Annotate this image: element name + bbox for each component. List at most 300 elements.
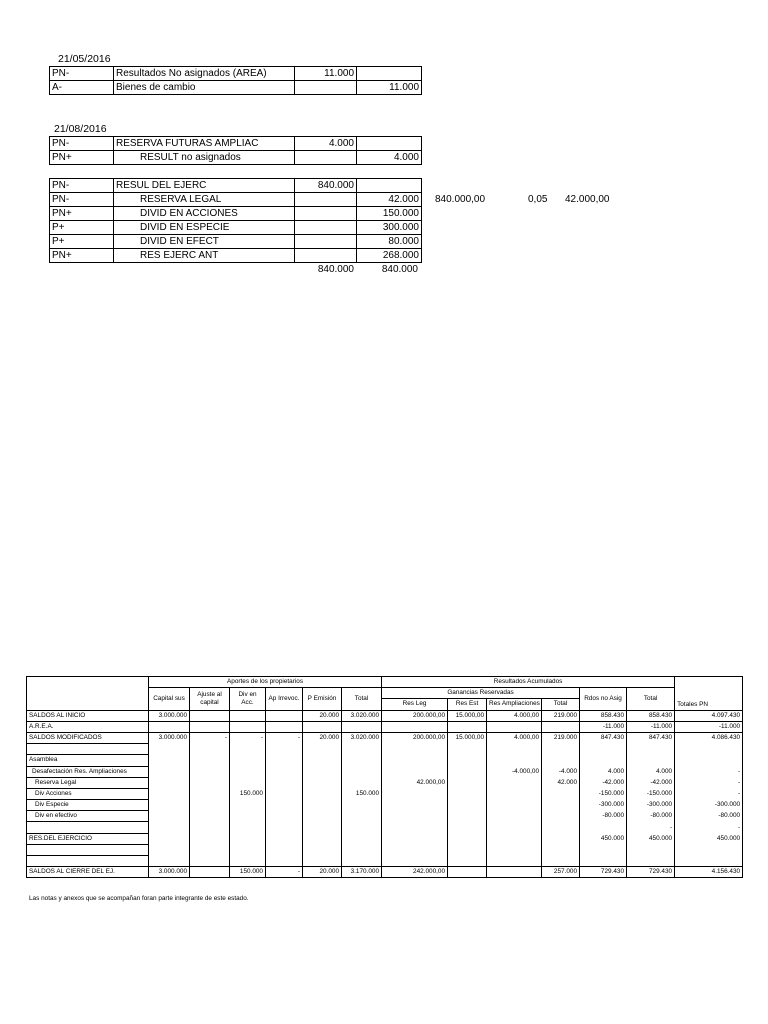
cell-totales-pn (675, 844, 743, 855)
cell-ajuste-capital (190, 856, 230, 867)
statement-row-label (27, 844, 149, 855)
cell-total-resultados: 847.430 (627, 732, 675, 743)
cell-ajuste-capital: - (190, 732, 230, 743)
entry2-row-2-type: PN+ (50, 151, 114, 165)
cell-rdos-no-asig: -42.000 (580, 777, 627, 788)
cell-capital-sus (149, 766, 190, 777)
cell-div-en-acc (230, 755, 266, 766)
cell-ap-irrevoc (266, 856, 303, 867)
cell-total-reservas: -4.000 (542, 766, 580, 777)
entry1-table (49, 66, 422, 95)
entry3-row-2-type: PN- (50, 193, 114, 207)
cell-div-en-acc (230, 710, 266, 721)
cell-totales-pn: 4.086.430 (675, 732, 743, 743)
cell-rdos-no-asig: 858.430 (580, 710, 627, 721)
cell-total-reservas (542, 800, 580, 811)
statement-row (27, 744, 743, 755)
statement-row-label (27, 744, 149, 755)
cell-capital-sus: 3.000.000 (149, 732, 190, 743)
statement-row-label: SALDOS AL CIERRE DEL EJ. (27, 867, 149, 878)
cell-res-ampliaciones (487, 777, 542, 788)
cell-rdos-no-asig: 4.000 (580, 766, 627, 777)
statement-row (27, 833, 743, 844)
cell-p-emision: 20.000 (303, 710, 342, 721)
cell-totales-pn: -11.000 (675, 721, 743, 732)
entry3-row-4-type: P+ (50, 221, 114, 235)
cell-ajuste-capital (190, 721, 230, 732)
entry1-row-1-debit: 11.000 (295, 67, 357, 81)
cell-ajuste-capital (190, 744, 230, 755)
calc-result: 42.000,00 (565, 194, 610, 205)
cell-capital-sus (149, 833, 190, 844)
equity-statement-table (26, 676, 743, 878)
cell-res-ampliaciones (487, 811, 542, 822)
cell-res-ampliaciones (487, 721, 542, 732)
cell-capital-sus (149, 788, 190, 799)
cell-capital-sus (149, 721, 190, 732)
cell-res-ampliaciones (487, 867, 542, 878)
cell-total-reservas (542, 755, 580, 766)
cell-ajuste-capital (190, 777, 230, 788)
cell-capital-sus (149, 844, 190, 855)
entry3-row-4 (50, 221, 422, 235)
cell-p-emision (303, 822, 342, 833)
entry1-row-2-account: Bienes de cambio (114, 81, 295, 95)
cell-total (342, 744, 382, 755)
calc-base: 840.000,00 (435, 194, 486, 205)
cell-p-emision (303, 766, 342, 777)
cell-res-est (448, 766, 487, 777)
cell-ajuste-capital (190, 811, 230, 822)
cell-total-resultados (627, 755, 675, 766)
statement-row-label: Div Acciones (27, 788, 149, 799)
cell-ap-irrevoc (266, 744, 303, 755)
cell-div-en-acc (230, 777, 266, 788)
cell-total (342, 800, 382, 811)
cell-p-emision (303, 788, 342, 799)
cell-res-ampliaciones (487, 844, 542, 855)
entry3-row-3-account: DIVID EN ACCIONES (114, 207, 295, 221)
cell-res-leg: 42.000,00 (382, 777, 448, 788)
cell-res-est (448, 822, 487, 833)
cell-total-resultados (627, 856, 675, 867)
cell-rdos-no-asig: 729.430 (580, 867, 627, 878)
statement-row-label: RES.DEL EJERCICIO (27, 833, 149, 844)
cell-res-leg (382, 766, 448, 777)
cell-totales-pn: -80.000 (675, 811, 743, 822)
cell-ap-irrevoc (266, 766, 303, 777)
entry3-row-3-type: PN+ (50, 207, 114, 221)
cell-ajuste-capital (190, 844, 230, 855)
cell-rdos-no-asig (580, 844, 627, 855)
cell-totales-pn (675, 744, 743, 755)
entry2-row-1 (50, 137, 422, 151)
header-total-3: Total (627, 688, 675, 710)
cell-res-ampliaciones (487, 744, 542, 755)
cell-ajuste-capital (190, 867, 230, 878)
statement-note: Las notas y anexos que se acompañan foran parte integrante de este estado. (29, 895, 249, 902)
statement-row (27, 788, 743, 799)
entry1-row-2-type: A- (50, 81, 114, 95)
header-ap-irrevoc: Ap Irrevoc. (266, 688, 303, 710)
cell-res-est (448, 721, 487, 732)
cell-totales-pn: 4.097.430 (675, 710, 743, 721)
cell-res-leg: 200.000,00 (382, 732, 448, 743)
cell-div-en-acc (230, 721, 266, 732)
statement-row (27, 800, 743, 811)
cell-res-leg (382, 844, 448, 855)
header-totales-pn: Totales PN (675, 699, 743, 710)
cell-total-reservas (542, 833, 580, 844)
entry3-row-1-debit: 840.000 (295, 179, 357, 193)
entry2-table (49, 136, 422, 165)
header-res-leg: Res Leg (382, 699, 448, 710)
cell-total (342, 833, 382, 844)
cell-ajuste-capital (190, 800, 230, 811)
cell-res-ampliaciones (487, 788, 542, 799)
entry3-row-5 (50, 235, 422, 249)
cell-capital-sus: 3.000.000 (149, 867, 190, 878)
entry3-row-3-debit (295, 207, 357, 221)
cell-res-leg (382, 811, 448, 822)
entry3-row-4-account: DIVID EN ESPECIE (114, 221, 295, 235)
cell-div-en-acc (230, 744, 266, 755)
cell-rdos-no-asig (580, 856, 627, 867)
entry2-row-1-debit: 4.000 (295, 137, 357, 151)
cell-res-leg: 242.000,00 (382, 867, 448, 878)
cell-total (342, 811, 382, 822)
header-capital-sus: Capital sus (149, 688, 190, 710)
cell-res-ampliaciones (487, 833, 542, 844)
cell-total: 3.170.000 (342, 867, 382, 878)
cell-ap-irrevoc: - (266, 867, 303, 878)
header-rdos-no-asig: Rdos no Asig (580, 688, 627, 710)
cell-capital-sus (149, 822, 190, 833)
entry3-total-debit: 840.000 (317, 264, 354, 275)
cell-res-est: 15.000,00 (448, 732, 487, 743)
cell-res-leg (382, 822, 448, 833)
cell-capital-sus (149, 744, 190, 755)
cell-ajuste-capital (190, 766, 230, 777)
entry1-row-1 (50, 67, 422, 81)
cell-rdos-no-asig: 450.000 (580, 833, 627, 844)
cell-rdos-no-asig (580, 822, 627, 833)
cell-totales-pn: - (675, 766, 743, 777)
entry3-row-6-debit (295, 249, 357, 263)
statement-row-label: Div en efectivo (27, 811, 149, 822)
cell-total-resultados (627, 744, 675, 755)
cell-res-est (448, 844, 487, 855)
cell-total (342, 822, 382, 833)
header-ajuste-capital: Ajuste al capital (190, 688, 230, 710)
cell-res-est (448, 811, 487, 822)
cell-total: 3.020.000 (342, 732, 382, 743)
cell-ap-irrevoc: - (266, 732, 303, 743)
cell-res-ampliaciones (487, 822, 542, 833)
entry3-row-1-type: PN- (50, 179, 114, 193)
entry3-row-2-debit (295, 193, 357, 207)
cell-total-resultados: - (627, 822, 675, 833)
statement-row (27, 721, 743, 732)
cell-ajuste-capital (190, 822, 230, 833)
header-resultados: Resultados Acumulados (382, 677, 675, 688)
cell-div-en-acc: - (230, 732, 266, 743)
statement-row (27, 755, 743, 766)
cell-div-en-acc: 150.000 (230, 867, 266, 878)
cell-res-ampliaciones: -4.000,00 (487, 766, 542, 777)
cell-div-en-acc (230, 844, 266, 855)
cell-capital-sus (149, 755, 190, 766)
cell-total: 3.020.000 (342, 710, 382, 721)
cell-total (342, 856, 382, 867)
entry2-row-1-account: RESERVA FUTURAS AMPLIAC (114, 137, 295, 151)
cell-res-leg (382, 833, 448, 844)
statement-row (27, 822, 743, 833)
cell-p-emision: 20.000 (303, 867, 342, 878)
statement-row (27, 732, 743, 743)
cell-ap-irrevoc (266, 721, 303, 732)
cell-div-en-acc (230, 856, 266, 867)
cell-totales-pn: - (675, 777, 743, 788)
cell-res-leg (382, 800, 448, 811)
cell-p-emision (303, 844, 342, 855)
cell-p-emision (303, 777, 342, 788)
cell-capital-sus (149, 811, 190, 822)
cell-total-reservas (542, 721, 580, 732)
statement-row-label: SALDOS MODIFICADOS (27, 732, 149, 743)
cell-ajuste-capital (190, 788, 230, 799)
entry1-date: 21/05/2016 (58, 53, 111, 65)
statement-row (27, 777, 743, 788)
statement-row-label (27, 822, 149, 833)
header-aportes: Aportes de los propietarios (149, 677, 382, 688)
cell-res-est: 15.000,00 (448, 710, 487, 721)
cell-res-est (448, 744, 487, 755)
cell-total-resultados: -42.000 (627, 777, 675, 788)
cell-div-en-acc (230, 833, 266, 844)
cell-total-resultados: -300.000 (627, 800, 675, 811)
cell-totales-pn: 4.156.430 (675, 867, 743, 878)
cell-total (342, 844, 382, 855)
cell-totales-pn (675, 755, 743, 766)
cell-rdos-no-asig: -11.000 (580, 721, 627, 732)
entry2-date: 21/08/2016 (54, 123, 107, 135)
entry1-row-2-credit: 11.000 (357, 81, 422, 95)
cell-capital-sus (149, 777, 190, 788)
cell-total-reservas (542, 856, 580, 867)
statement-row (27, 844, 743, 855)
cell-capital-sus: 3.000.000 (149, 710, 190, 721)
entry3-row-5-debit (295, 235, 357, 249)
cell-ap-irrevoc (266, 710, 303, 721)
entry2-row-2 (50, 151, 422, 165)
cell-ajuste-capital (190, 710, 230, 721)
cell-div-en-acc (230, 811, 266, 822)
header-res-est: Res Est (448, 699, 487, 710)
cell-res-leg (382, 755, 448, 766)
entry3-row-4-debit (295, 221, 357, 235)
cell-total-resultados: 450.000 (627, 833, 675, 844)
cell-rdos-no-asig (580, 744, 627, 755)
entry2-row-2-credit: 4.000 (357, 151, 422, 165)
cell-div-en-acc (230, 822, 266, 833)
cell-total-reservas (542, 811, 580, 822)
statement-row-label (27, 856, 149, 867)
cell-p-emision (303, 833, 342, 844)
statement-row-label: Div Especie (27, 800, 149, 811)
cell-div-en-acc (230, 800, 266, 811)
cell-total (342, 755, 382, 766)
cell-rdos-no-asig: 847.430 (580, 732, 627, 743)
cell-div-en-acc: 150.000 (230, 788, 266, 799)
cell-res-est (448, 856, 487, 867)
cell-total-resultados: -11.000 (627, 721, 675, 732)
cell-ap-irrevoc (266, 822, 303, 833)
cell-res-ampliaciones (487, 856, 542, 867)
entry2-row-1-credit (357, 137, 422, 151)
cell-total-reservas (542, 844, 580, 855)
statement-row-label: Asamblea (27, 755, 149, 766)
statement-row-label: Reserva Legal (27, 777, 149, 788)
cell-total-reservas (542, 744, 580, 755)
entry1-row-2 (50, 81, 422, 95)
entry3-row-1 (50, 179, 422, 193)
cell-totales-pn: - (675, 788, 743, 799)
cell-ajuste-capital (190, 755, 230, 766)
cell-total-reservas (542, 788, 580, 799)
cell-totales-pn: -300.000 (675, 800, 743, 811)
cell-res-est (448, 788, 487, 799)
statement-row (27, 811, 743, 822)
cell-totales-pn (675, 856, 743, 867)
entry3-row-5-type: P+ (50, 235, 114, 249)
cell-ap-irrevoc (266, 800, 303, 811)
entry3-row-6-account: RES EJERC ANT (114, 249, 295, 263)
cell-div-en-acc (230, 766, 266, 777)
cell-total-reservas (542, 822, 580, 833)
cell-capital-sus (149, 856, 190, 867)
cell-rdos-no-asig (580, 755, 627, 766)
entry3-row-1-credit (357, 179, 422, 193)
cell-capital-sus (149, 800, 190, 811)
statement-row-label: SALDOS AL INICIO (27, 710, 149, 721)
header-res-ampliaciones: Res Ampliaciones (487, 699, 542, 710)
entry1-row-1-type: PN- (50, 67, 114, 81)
cell-rdos-no-asig: -300.000 (580, 800, 627, 811)
cell-total-reservas: 219.000 (542, 710, 580, 721)
cell-p-emision (303, 856, 342, 867)
cell-res-leg (382, 788, 448, 799)
entry3-row-2-account: RESERVA LEGAL (114, 193, 295, 207)
entry3-total-credit: 840.000 (381, 264, 418, 275)
cell-res-est (448, 755, 487, 766)
cell-p-emision (303, 755, 342, 766)
entry2-row-2-debit (295, 151, 357, 165)
entry3-row-6-credit: 268.000 (357, 249, 422, 263)
header-p-emision: P Emisión (303, 688, 342, 710)
cell-total-reservas: 219.000 (542, 732, 580, 743)
statement-row (27, 867, 743, 878)
cell-total-resultados: 4.000 (627, 766, 675, 777)
cell-res-ampliaciones: 4.000,00 (487, 732, 542, 743)
cell-ap-irrevoc (266, 788, 303, 799)
entry3-row-3 (50, 207, 422, 221)
header-total: Total (342, 688, 382, 710)
cell-ap-irrevoc (266, 844, 303, 855)
cell-total (342, 766, 382, 777)
cell-res-est (448, 777, 487, 788)
cell-res-ampliaciones (487, 755, 542, 766)
cell-ap-irrevoc (266, 833, 303, 844)
cell-res-ampliaciones: 4.000,00 (487, 710, 542, 721)
cell-rdos-no-asig: -150.000 (580, 788, 627, 799)
entry3-row-3-credit: 150.000 (357, 207, 422, 221)
entry1-row-1-credit (357, 67, 422, 81)
cell-p-emision (303, 800, 342, 811)
cell-p-emision (303, 811, 342, 822)
header-row-1 (27, 677, 743, 688)
entry3-row-5-credit: 80.000 (357, 235, 422, 249)
entry2-row-2-account: RESULT no asignados (114, 151, 295, 165)
cell-total-resultados (627, 844, 675, 855)
entry1-row-1-account: Resultados No asignados (AREA) (114, 67, 295, 81)
cell-total-reservas: 257.000 (542, 867, 580, 878)
cell-total (342, 721, 382, 732)
cell-p-emision: 20.000 (303, 732, 342, 743)
cell-total-resultados: -80.000 (627, 811, 675, 822)
cell-total-reservas: 42.000 (542, 777, 580, 788)
statement-row (27, 766, 743, 777)
cell-total: 150.000 (342, 788, 382, 799)
entry3-row-2 (50, 193, 422, 207)
statement-row-label: Desafectación Res. Ampliaciones (27, 766, 149, 777)
statement-row (27, 856, 743, 867)
cell-ap-irrevoc (266, 755, 303, 766)
cell-total-resultados: -150.000 (627, 788, 675, 799)
cell-res-est (448, 800, 487, 811)
cell-rdos-no-asig: -80.000 (580, 811, 627, 822)
cell-ap-irrevoc (266, 811, 303, 822)
entry3-row-4-credit: 300.000 (357, 221, 422, 235)
header-div-en-acc: Div en Acc. (230, 688, 266, 710)
cell-ajuste-capital (190, 833, 230, 844)
equity-statement-body (27, 710, 743, 878)
cell-res-leg (382, 856, 448, 867)
cell-res-leg (382, 721, 448, 732)
cell-res-leg: 200.000,00 (382, 710, 448, 721)
cell-ap-irrevoc (266, 777, 303, 788)
cell-totales-pn: 450.000 (675, 833, 743, 844)
entry1-row-2-debit (295, 81, 357, 95)
cell-res-ampliaciones (487, 800, 542, 811)
entry2-row-1-type: PN- (50, 137, 114, 151)
entry3-row-6 (50, 249, 422, 263)
entry3-row-5-account: DIVID EN EFECT (114, 235, 295, 249)
entry3-row-2-credit: 42.000 (357, 193, 422, 207)
entry3-table (49, 178, 422, 263)
entry3-row-1-account: RESUL DEL EJERC (114, 179, 295, 193)
cell-totales-pn: - (675, 822, 743, 833)
calc-rate: 0,05 (528, 194, 548, 205)
header-ganancias: Ganancias Reservadas (382, 688, 580, 699)
cell-res-est (448, 867, 487, 878)
cell-total-resultados: 729.430 (627, 867, 675, 878)
cell-total (342, 777, 382, 788)
header-row-2 (27, 688, 743, 699)
cell-res-leg (382, 744, 448, 755)
header-total-2: Total (542, 699, 580, 710)
statement-row (27, 710, 743, 721)
